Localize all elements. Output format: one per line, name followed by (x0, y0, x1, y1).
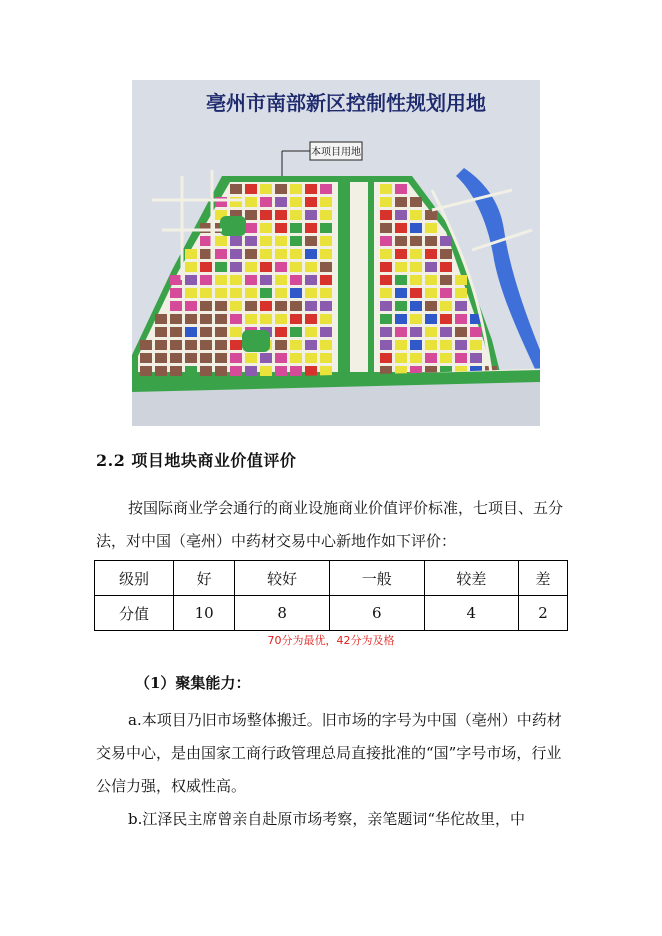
table-cell: 4 (424, 596, 519, 631)
land-use-block (200, 366, 212, 376)
land-use-block (395, 223, 407, 233)
land-use-block (410, 288, 422, 298)
land-use-block (290, 366, 302, 376)
land-use-block (425, 262, 437, 272)
land-use-block (155, 353, 167, 363)
land-use-block (230, 262, 242, 272)
land-use-block (440, 236, 452, 246)
land-use-block (410, 353, 422, 363)
land-use-block (185, 301, 197, 311)
land-use-block (245, 314, 257, 324)
land-use-block (410, 210, 422, 220)
green-corridor (338, 176, 350, 380)
park-area (242, 330, 270, 352)
land-use-block (245, 275, 257, 285)
land-use-block (455, 327, 467, 337)
land-use-block (440, 353, 452, 363)
land-use-block (470, 340, 482, 350)
land-use-block (305, 366, 317, 376)
land-use-block (395, 249, 407, 259)
land-use-block (455, 288, 467, 298)
land-use-block (230, 288, 242, 298)
land-use-block (185, 249, 197, 259)
table-cell: 10 (174, 596, 235, 631)
table-cell: 一般 (329, 561, 424, 596)
land-use-block (290, 210, 302, 220)
land-use-block (320, 366, 332, 376)
land-use-block (470, 327, 482, 337)
land-use-block (260, 197, 272, 207)
land-use-block (305, 197, 317, 207)
land-use-block (305, 353, 317, 363)
land-use-block (290, 262, 302, 272)
land-use-block (170, 327, 182, 337)
land-use-block (170, 340, 182, 350)
land-use-block (380, 223, 392, 233)
land-use-block (245, 236, 257, 246)
land-use-block (440, 301, 452, 311)
land-use-block (425, 301, 437, 311)
land-use-block (470, 353, 482, 363)
land-use-block (290, 327, 302, 337)
land-use-block (185, 353, 197, 363)
land-use-block (320, 249, 332, 259)
land-use-block (170, 288, 182, 298)
land-use-block (275, 184, 287, 194)
land-use-block (305, 184, 317, 194)
land-use-block (260, 249, 272, 259)
land-use-block (215, 262, 227, 272)
land-use-block (260, 301, 272, 311)
land-use-block (290, 249, 302, 259)
table-cell: 级别 (95, 561, 174, 596)
land-use-block (245, 210, 257, 220)
land-use-block (410, 236, 422, 246)
land-use-block (320, 184, 332, 194)
land-use-block (380, 262, 392, 272)
land-use-block (440, 275, 452, 285)
land-use-block (170, 301, 182, 311)
table-cell: 6 (329, 596, 424, 631)
land-use-block (305, 223, 317, 233)
land-use-block (440, 340, 452, 350)
land-use-block (305, 249, 317, 259)
land-use-block (290, 223, 302, 233)
table-cell: 分值 (95, 596, 174, 631)
land-use-block (380, 353, 392, 363)
land-use-block (275, 223, 287, 233)
land-use-block (275, 366, 287, 376)
land-use-block (410, 197, 422, 207)
land-use-block (170, 314, 182, 324)
land-use-block (260, 262, 272, 272)
land-use-block (380, 184, 392, 194)
section-heading: 2.2 项目地块商业价值评价 (96, 451, 297, 470)
land-use-block (200, 275, 212, 285)
land-use-block (275, 197, 287, 207)
land-use-block (245, 184, 257, 194)
land-use-block (155, 340, 167, 350)
land-use-block (410, 262, 422, 272)
land-use-block (140, 353, 152, 363)
table-row (95, 561, 568, 596)
land-use-block (275, 340, 287, 350)
land-use-block (290, 340, 302, 350)
land-use-block (305, 327, 317, 337)
land-use-block (215, 288, 227, 298)
land-use-block (305, 262, 317, 272)
land-use-block (200, 288, 212, 298)
land-use-block (260, 236, 272, 246)
land-use-block (290, 236, 302, 246)
land-use-block (215, 249, 227, 259)
land-use-block (260, 223, 272, 233)
land-use-block (260, 275, 272, 285)
land-use-block (230, 314, 242, 324)
land-use-block (260, 184, 272, 194)
land-use-block (185, 366, 197, 376)
land-use-block (155, 314, 167, 324)
land-use-block (410, 301, 422, 311)
land-use-block (320, 236, 332, 246)
land-use-block (395, 197, 407, 207)
land-use-block (245, 249, 257, 259)
land-use-block (245, 366, 257, 376)
land-use-block (395, 184, 407, 194)
land-use-block (395, 301, 407, 311)
land-use-block (230, 184, 242, 194)
land-use-block (305, 314, 317, 324)
land-use-block (380, 236, 392, 246)
land-use-block (305, 275, 317, 285)
table-cell: 差 (519, 561, 568, 596)
land-use-block (320, 223, 332, 233)
land-use-block (410, 327, 422, 337)
land-use-block (275, 288, 287, 298)
land-use-block (200, 236, 212, 246)
subsection-heading: （1）聚集能力： (135, 674, 251, 692)
land-use-block (320, 210, 332, 220)
land-use-block (260, 314, 272, 324)
intro-paragraph: 按国际商业学会通行的商业设施商业价值评价标准，七项目、五分法，对中国（亳州）中药材交易中心新地作如下评价： (96, 499, 564, 550)
score-note: 70分为最优，42分为及格 (267, 634, 395, 647)
land-use-block (380, 275, 392, 285)
land-use-block (440, 262, 452, 272)
land-use-block (170, 366, 182, 376)
land-use-block (215, 275, 227, 285)
land-use-block (305, 288, 317, 298)
green-corridor-2 (368, 176, 374, 380)
land-use-block (155, 327, 167, 337)
land-use-block (200, 262, 212, 272)
land-use-block (230, 249, 242, 259)
land-use-block (320, 301, 332, 311)
land-use-block (230, 366, 242, 376)
land-use-block (440, 288, 452, 298)
land-use-block (215, 340, 227, 350)
land-use-block (395, 327, 407, 337)
callout-label: 本项目用地 (311, 147, 361, 158)
land-use-block (425, 275, 437, 285)
land-use-block (395, 340, 407, 350)
land-use-block (215, 236, 227, 246)
land-use-block (380, 327, 392, 337)
land-use-block (290, 353, 302, 363)
land-use-block (185, 275, 197, 285)
land-use-block (200, 353, 212, 363)
land-use-block (275, 210, 287, 220)
land-use-block (440, 314, 452, 324)
land-use-block (245, 301, 257, 311)
land-use-block (410, 314, 422, 324)
land-use-block (185, 340, 197, 350)
land-use-block (380, 210, 392, 220)
land-use-block (380, 340, 392, 350)
land-use-block (245, 288, 257, 298)
land-use-block (380, 197, 392, 207)
land-use-block (425, 249, 437, 259)
land-use-block (440, 327, 452, 337)
land-use-block (185, 262, 197, 272)
land-use-block (260, 353, 272, 363)
land-use-block (395, 210, 407, 220)
table-cell: 较好 (235, 561, 330, 596)
land-use-block (320, 275, 332, 285)
land-use-block (455, 340, 467, 350)
land-use-block (440, 249, 452, 259)
land-use-block (215, 301, 227, 311)
score-table (94, 560, 568, 631)
land-use-block (455, 353, 467, 363)
land-use-block (425, 236, 437, 246)
paragraph-b: b.江泽民主席曾亲自赴原市场考察，亲笔题词“华佗故里，中 (128, 810, 526, 828)
land-use-block (395, 353, 407, 363)
land-use-block (275, 249, 287, 259)
land-use-block (425, 327, 437, 337)
land-use-block (320, 314, 332, 324)
land-use-block (275, 314, 287, 324)
land-use-block (320, 262, 332, 272)
land-use-block (245, 262, 257, 272)
land-use-block (275, 301, 287, 311)
land-use-block (230, 236, 242, 246)
paragraph-a: a.本项目乃旧市场整体搬迁。旧市场的字号为中国（亳州）中药材交易中心，是由国家工商行政管理总局直接批准的“国”字号市场，行业公信力强，权威性高。 (96, 711, 562, 795)
land-use-block (395, 314, 407, 324)
land-use-block (245, 197, 257, 207)
land-use-block (290, 197, 302, 207)
park-area (220, 216, 246, 236)
land-use-block (200, 314, 212, 324)
land-use-block (200, 340, 212, 350)
land-use-block (200, 301, 212, 311)
land-use-block (290, 314, 302, 324)
land-use-block (395, 262, 407, 272)
land-use-block (425, 340, 437, 350)
land-use-block (290, 275, 302, 285)
land-use-block (395, 288, 407, 298)
land-use-block (215, 327, 227, 337)
land-use-block (275, 275, 287, 285)
land-use-block (380, 301, 392, 311)
land-use-block (245, 223, 257, 233)
land-use-block (170, 275, 182, 285)
land-use-block (425, 223, 437, 233)
land-use-block (215, 366, 227, 376)
land-use-block (185, 314, 197, 324)
land-use-block (215, 353, 227, 363)
land-use-block (230, 340, 242, 350)
land-use-block (290, 301, 302, 311)
land-use-block (425, 314, 437, 324)
land-use-block (395, 236, 407, 246)
land-use-block (380, 288, 392, 298)
land-use-block (380, 314, 392, 324)
map-title: 亳州市南部新区控制性规划用地 (206, 91, 486, 115)
land-use-block (305, 236, 317, 246)
table-row (95, 596, 568, 631)
land-use-block (305, 210, 317, 220)
land-use-block (305, 340, 317, 350)
land-use-block (320, 327, 332, 337)
land-use-block (275, 353, 287, 363)
land-use-block (410, 340, 422, 350)
land-use-block (230, 275, 242, 285)
land-use-block (185, 288, 197, 298)
land-use-block (410, 223, 422, 233)
planning-map-image (132, 80, 540, 426)
table-cell: 8 (235, 596, 330, 631)
land-use-block (260, 210, 272, 220)
land-use-block (425, 288, 437, 298)
land-use-block (245, 353, 257, 363)
land-use-block (275, 236, 287, 246)
land-use-block (410, 249, 422, 259)
land-use-block (260, 366, 272, 376)
land-use-block (230, 353, 242, 363)
land-use-block (290, 288, 302, 298)
table-cell: 较差 (424, 561, 519, 596)
land-use-block (455, 314, 467, 324)
land-use-block (155, 366, 167, 376)
land-use-block (275, 262, 287, 272)
land-use-block (230, 327, 242, 337)
land-use-block (320, 353, 332, 363)
land-use-block (425, 210, 437, 220)
land-use-block (185, 327, 197, 337)
land-use-block (290, 184, 302, 194)
land-use-block (275, 327, 287, 337)
land-use-block (200, 327, 212, 337)
land-use-block (320, 197, 332, 207)
land-use-block (305, 301, 317, 311)
land-use-block (380, 249, 392, 259)
land-use-block (425, 353, 437, 363)
land-use-block (410, 275, 422, 285)
table-cell: 2 (519, 596, 568, 631)
table-cell: 好 (174, 561, 235, 596)
land-use-block (200, 249, 212, 259)
land-use-block (230, 301, 242, 311)
land-use-block (170, 353, 182, 363)
land-use-block (320, 288, 332, 298)
land-use-block (140, 366, 152, 376)
land-use-block (320, 340, 332, 350)
land-use-block (455, 275, 467, 285)
land-use-block (395, 275, 407, 285)
land-use-block (455, 301, 467, 311)
land-use-block (260, 288, 272, 298)
land-use-block (140, 340, 152, 350)
land-use-block (215, 314, 227, 324)
